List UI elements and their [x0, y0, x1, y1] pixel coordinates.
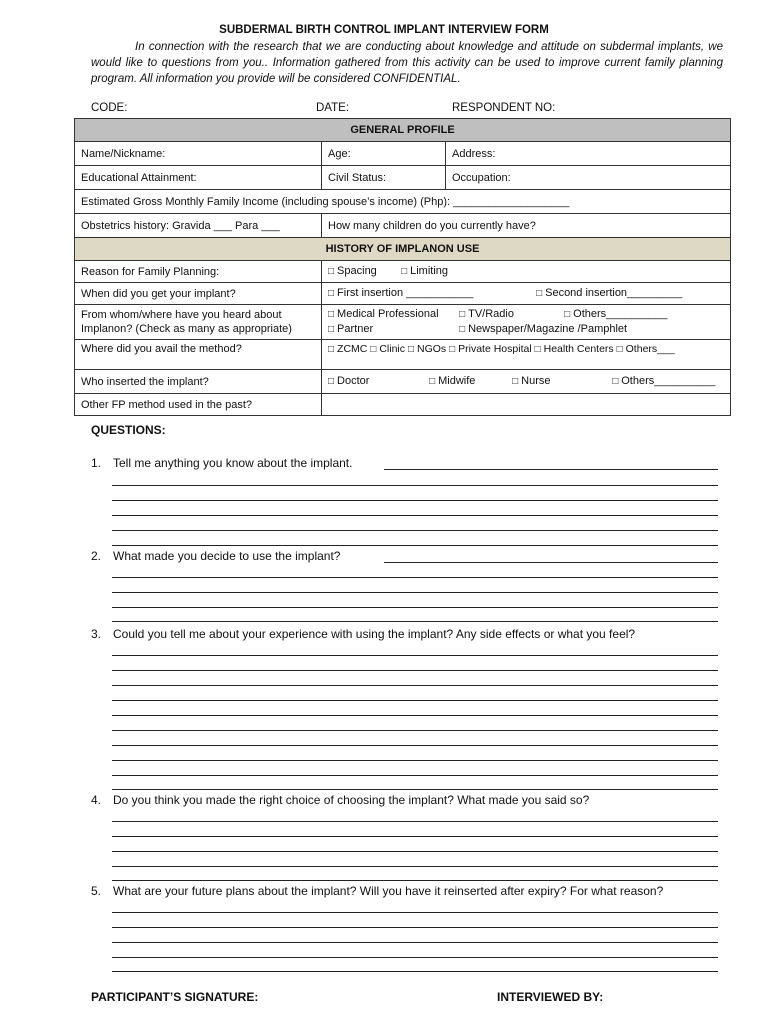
answer-line[interactable]: [112, 485, 718, 486]
checkbox-icon[interactable]: □: [328, 344, 335, 355]
answer-line[interactable]: [112, 655, 718, 656]
checkbox-icon[interactable]: □: [534, 344, 541, 355]
source-medical-option[interactable]: [328, 307, 456, 322]
option-label: Limiting: [410, 265, 449, 277]
who-label: Who inserted the implant?: [75, 370, 322, 394]
other-fp-field[interactable]: [322, 394, 731, 416]
option-label: Second insertion_________: [545, 287, 683, 299]
profile-table: [74, 118, 731, 416]
option-label: Private Hospital: [458, 343, 532, 355]
answer-line[interactable]: [112, 607, 718, 608]
question-3: [91, 627, 719, 641]
checkbox-icon[interactable]: □: [328, 288, 335, 299]
answer-line[interactable]: [112, 942, 718, 943]
option-label: Doctor: [337, 375, 370, 387]
checkbox-icon[interactable]: □: [328, 309, 335, 320]
checkbox-icon[interactable]: □: [407, 344, 414, 355]
checkbox-icon[interactable]: □: [429, 376, 436, 387]
where-zcmc-option[interactable]: [328, 342, 367, 357]
age-field[interactable]: Age:: [322, 142, 446, 166]
checkbox-icon[interactable]: □: [459, 324, 466, 335]
option-label: Partner: [337, 323, 374, 335]
intro-paragraph: [91, 39, 723, 87]
option-label: ZCMC: [337, 343, 368, 355]
checkbox-icon[interactable]: □: [616, 344, 623, 355]
source-options: [322, 305, 731, 340]
answer-line[interactable]: [112, 745, 718, 746]
option-label: Newspaper/Magazine /Pamphlet: [468, 323, 628, 335]
checkbox-icon[interactable]: □: [612, 376, 619, 387]
history-heading: HISTORY OF IMPLANON USE: [75, 238, 731, 261]
option-label: Nurse: [521, 375, 551, 387]
question-1: [91, 456, 719, 470]
answer-line[interactable]: [112, 685, 718, 686]
option-label: Others___: [625, 343, 675, 355]
option-label: Others__________: [573, 308, 668, 320]
form-title: SUBDERMAL BIRTH CONTROL IMPLANT INTERVIEW FORM: [219, 24, 549, 36]
where-ngos-option[interactable]: [408, 342, 446, 357]
questions-heading: QUESTIONS:: [91, 423, 166, 437]
question-text: Could you tell me about your experience with using the implant? Any side effects or what you feel?: [113, 627, 636, 641]
checkbox-icon[interactable]: □: [449, 344, 456, 355]
source-tv-radio-option[interactable]: [459, 307, 561, 322]
first-insertion-option[interactable]: [328, 286, 533, 301]
answer-line[interactable]: [112, 866, 718, 867]
answer-line[interactable]: [112, 927, 718, 928]
other-fp-label: Other FP method used in the past?: [75, 394, 322, 416]
option-label: Clinic: [379, 343, 406, 355]
checkbox-icon[interactable]: □: [328, 376, 335, 387]
who-others-option[interactable]: [612, 374, 715, 389]
question-number: 4.: [91, 793, 102, 807]
answer-line[interactable]: [384, 469, 718, 470]
answer-line[interactable]: [112, 730, 718, 731]
option-label: Medical Professional: [337, 308, 439, 320]
question-5: [91, 884, 719, 898]
option-label: Spacing: [337, 265, 377, 277]
answer-line[interactable]: [112, 912, 718, 913]
checkbox-icon[interactable]: □: [536, 288, 543, 299]
answer-line[interactable]: [112, 577, 718, 578]
answer-line[interactable]: [112, 789, 718, 790]
question-number: 2.: [91, 549, 102, 563]
obstetrics-field[interactable]: Obstetrics history: Gravida ___ Para ___: [75, 214, 322, 238]
option-label: Health Centers: [543, 343, 614, 355]
answer-line[interactable]: [112, 971, 718, 972]
answer-line[interactable]: [112, 700, 718, 701]
children-count-field[interactable]: How many children do you currently have?: [322, 214, 731, 238]
checkbox-icon[interactable]: □: [401, 266, 408, 277]
education-field[interactable]: Educational Attainment:: [75, 166, 322, 190]
answer-line[interactable]: [112, 821, 718, 822]
answer-line[interactable]: [112, 775, 718, 776]
address-field[interactable]: Address:: [446, 142, 731, 166]
second-insertion-option[interactable]: [536, 286, 682, 301]
answer-line[interactable]: [112, 760, 718, 761]
when-options: [322, 283, 731, 305]
answer-line[interactable]: [112, 715, 718, 716]
respondent-no-field[interactable]: RESPONDENT NO:: [452, 102, 556, 114]
question-text: What made you decide to use the implant?: [113, 549, 341, 563]
occupation-field[interactable]: Occupation:: [446, 166, 731, 190]
checkbox-icon[interactable]: □: [564, 309, 571, 320]
option-label: Others__________: [621, 375, 716, 387]
name-field[interactable]: Name/Nickname:: [75, 142, 322, 166]
who-options: [322, 370, 731, 394]
answer-line[interactable]: [112, 851, 718, 852]
question-2: [91, 549, 719, 563]
checkbox-icon[interactable]: □: [459, 309, 466, 320]
answer-line[interactable]: [112, 592, 718, 593]
answer-line[interactable]: [112, 545, 718, 546]
source-others-option[interactable]: [564, 307, 667, 322]
question-text: Tell me anything you know about the implant.: [113, 456, 353, 470]
source-label: From whom/where have you heard about Implanon? (Check as many as appropriate): [75, 305, 322, 340]
answer-line[interactable]: [112, 530, 718, 531]
source-print-option[interactable]: [459, 322, 627, 337]
question-number: 3.: [91, 627, 102, 641]
checkbox-icon[interactable]: □: [512, 376, 519, 387]
answer-line[interactable]: [112, 515, 718, 516]
reason-options: [322, 261, 731, 283]
reason-label: Reason for Family Planning:: [75, 261, 322, 283]
checkbox-icon[interactable]: □: [328, 266, 335, 277]
civil-status-field[interactable]: Civil Status:: [322, 166, 446, 190]
where-clinic-option[interactable]: [370, 342, 405, 357]
checkbox-icon[interactable]: □: [328, 324, 335, 335]
where-options: [322, 340, 731, 370]
participant-signature-label: PARTICIPANT’S SIGNATURE:: [91, 990, 259, 1004]
option-label: TV/Radio: [468, 308, 514, 320]
who-doctor-option[interactable]: [328, 374, 426, 389]
option-label: Midwife: [438, 375, 476, 387]
where-private-hospital-option[interactable]: [449, 342, 532, 357]
reason-spacing-option[interactable]: [328, 264, 398, 279]
general-profile-heading: GENERAL PROFILE: [75, 119, 731, 142]
question-number: 1.: [91, 456, 102, 470]
question-text: What are your future plans about the implant? Will you have it reinserted after expiry? For what reason?: [113, 884, 664, 898]
who-midwife-option[interactable]: [429, 374, 509, 389]
source-partner-option[interactable]: [328, 322, 456, 337]
answer-line[interactable]: [112, 836, 718, 837]
answer-line[interactable]: [112, 621, 718, 622]
question-number: 5.: [91, 884, 102, 898]
answer-line[interactable]: [112, 500, 718, 501]
who-nurse-option[interactable]: [512, 374, 609, 389]
where-others-option[interactable]: [617, 342, 675, 357]
answer-line[interactable]: [112, 957, 718, 958]
when-label: When did you get your implant?: [75, 283, 322, 305]
answer-line[interactable]: [112, 880, 718, 881]
income-field[interactable]: Estimated Gross Monthly Family Income (including spouse’s income) (Php): ___________________: [75, 190, 731, 214]
question-4: [91, 793, 719, 807]
answer-line[interactable]: [112, 670, 718, 671]
code-field[interactable]: CODE:: [91, 102, 128, 114]
date-field[interactable]: DATE:: [316, 102, 350, 114]
option-label: NGOs: [416, 343, 447, 355]
intro-text: In connection with the research that we are conducting about knowledge and attitude on subdermal implants, we would like to questions from you.. Information gathered from this activity can be used to improve current family planning program. All information you provide will be considered CONFIDENTIAL.: [91, 41, 723, 85]
reason-limiting-option[interactable]: [401, 264, 448, 279]
question-text: Do you think you made the right choice of choosing the implant? What made you said so?: [113, 793, 590, 807]
interviewed-by-label: INTERVIEWED BY:: [497, 990, 604, 1004]
checkbox-icon[interactable]: □: [370, 344, 377, 355]
option-label: First insertion ___________: [337, 287, 474, 299]
where-health-centers-option[interactable]: [535, 342, 614, 357]
answer-line[interactable]: [384, 562, 718, 563]
where-label: Where did you avail the method?: [75, 340, 322, 370]
